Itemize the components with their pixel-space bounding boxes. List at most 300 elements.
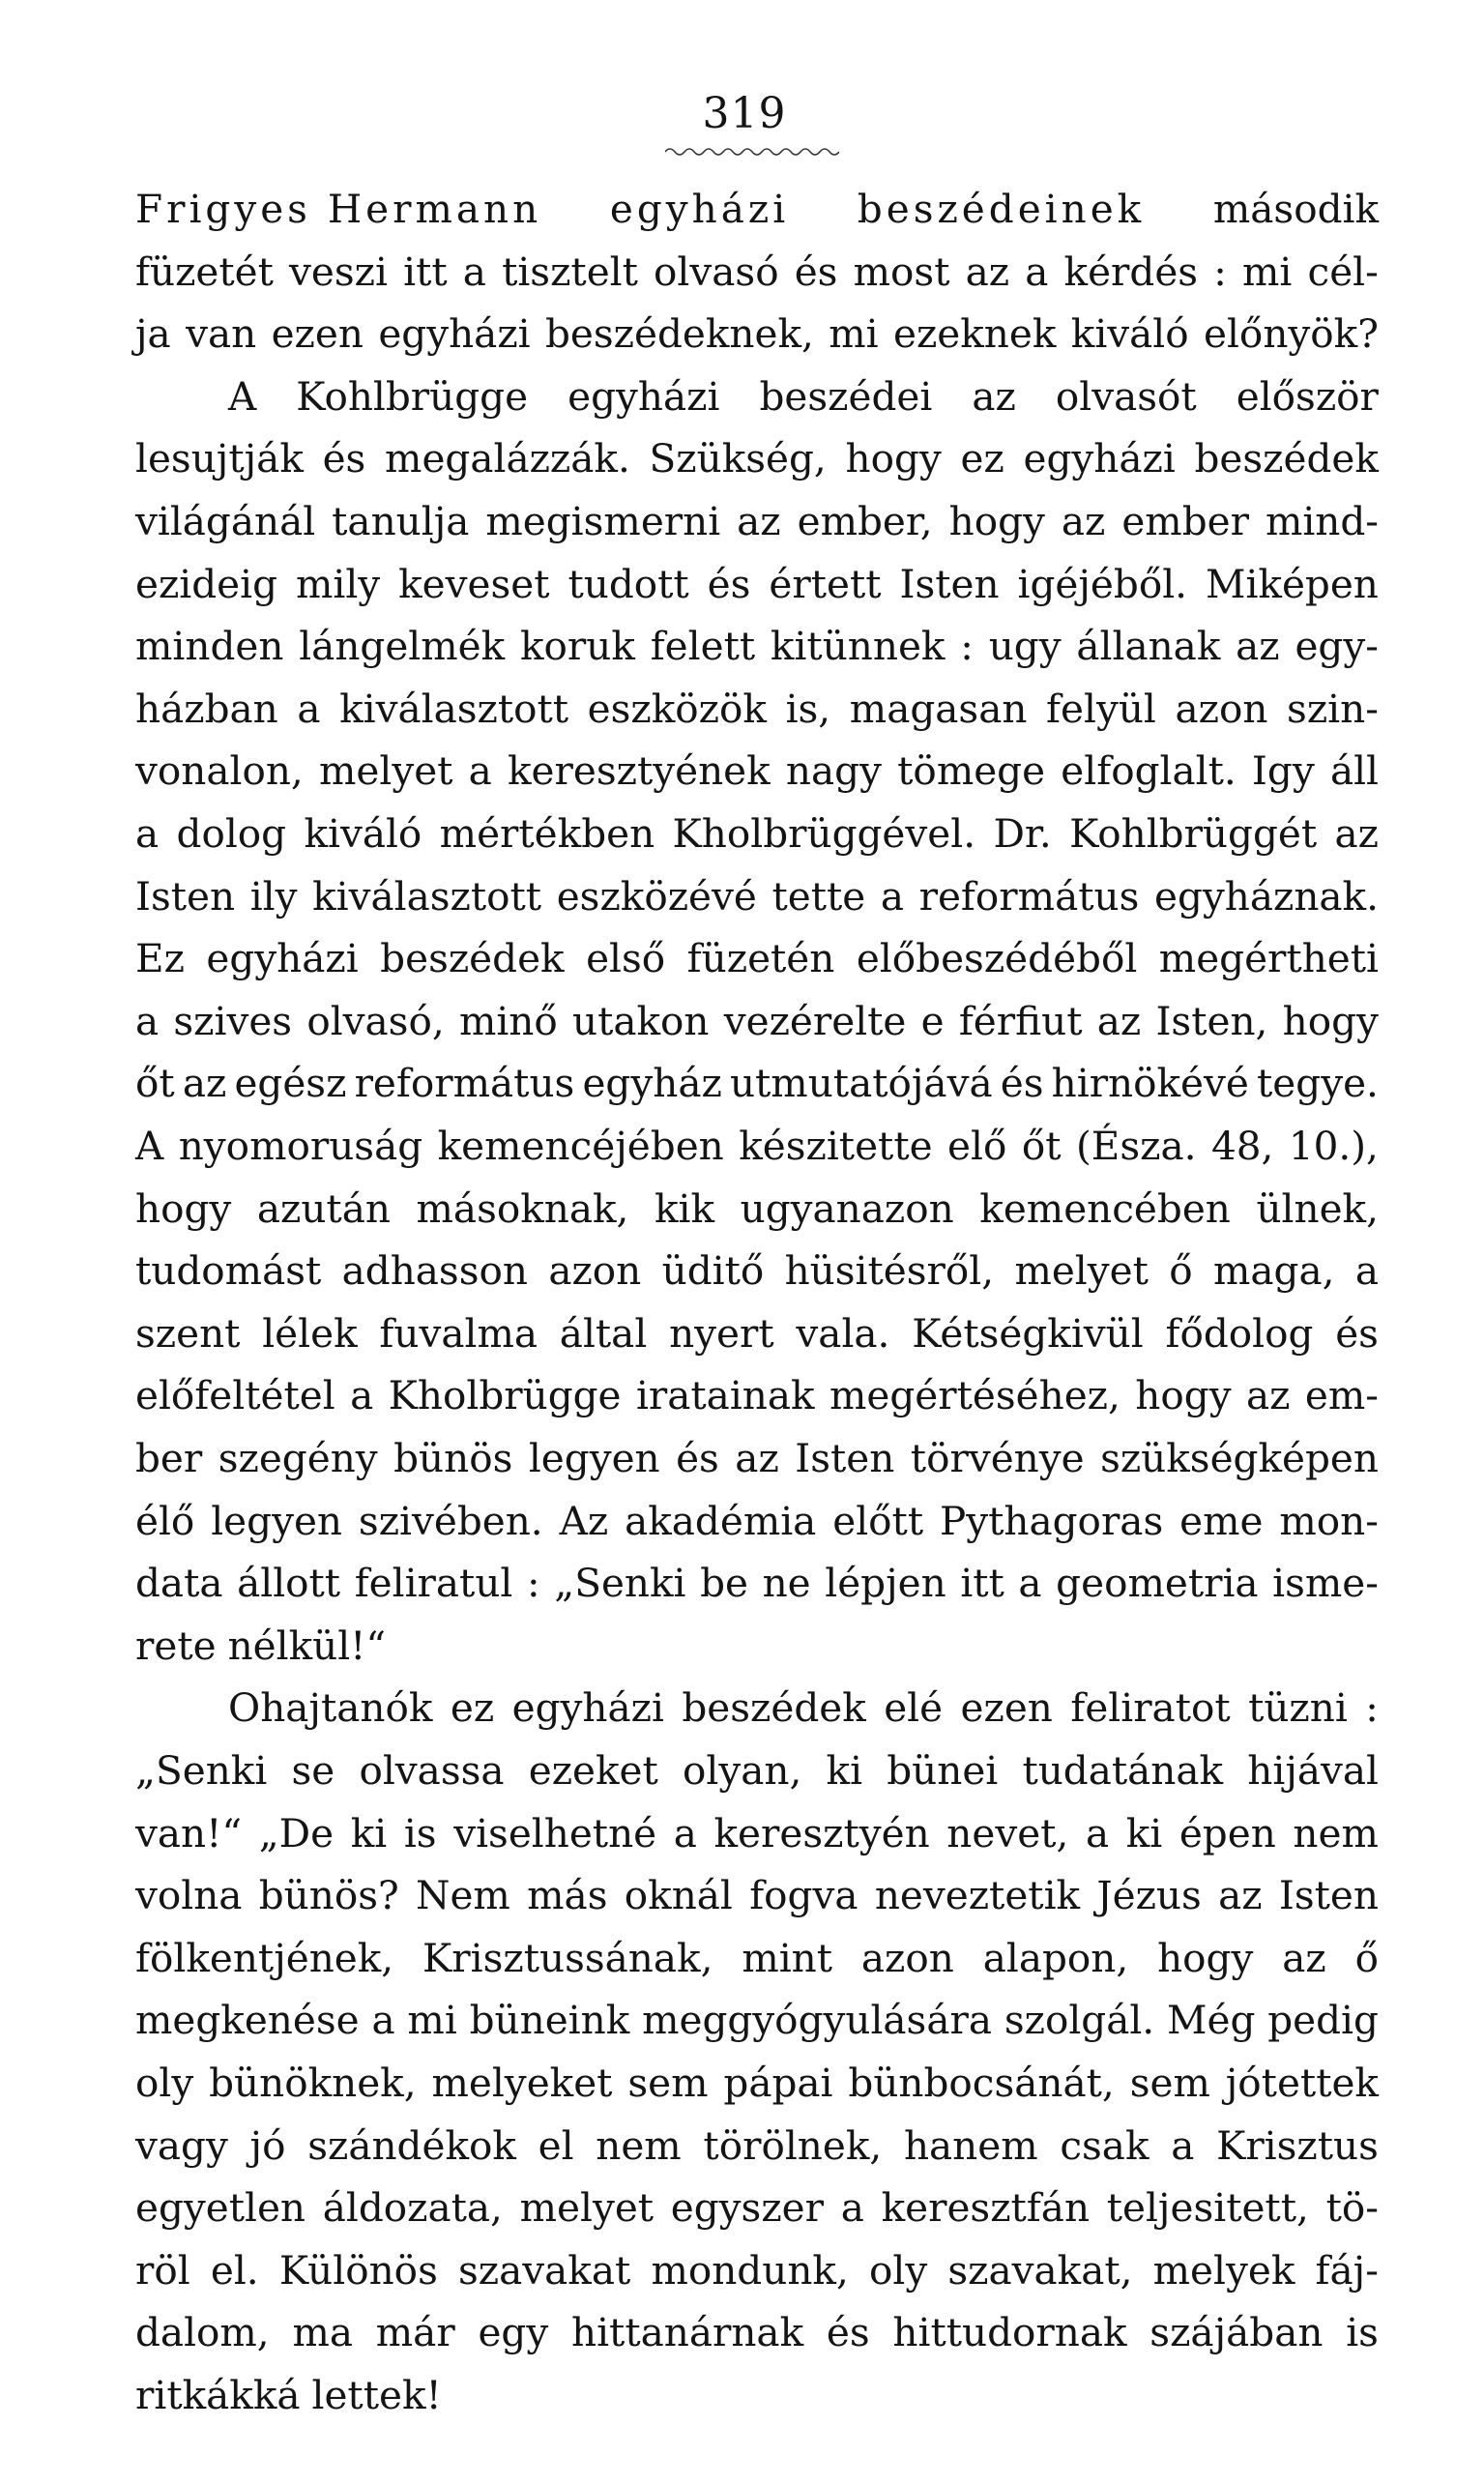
- word: Krisztus: [1216, 2121, 1379, 2169]
- word: eme: [1179, 1497, 1264, 1544]
- word: és: [826, 2309, 870, 2356]
- body-text: [135, 180, 1379, 2452]
- word: vonalon,: [135, 747, 304, 795]
- word: fáj-: [1315, 2246, 1379, 2294]
- word: ja: [135, 310, 171, 358]
- text-line: [135, 492, 1379, 550]
- word: ez: [450, 1684, 495, 1732]
- word: vezérelte: [723, 997, 907, 1044]
- word: áll: [1329, 747, 1379, 795]
- word: Igy: [1251, 747, 1315, 795]
- word: viselhetné: [453, 1809, 657, 1856]
- page-number-wavy-rule: [665, 145, 839, 159]
- word: az: [1246, 1372, 1291, 1419]
- word: hogy: [1135, 1372, 1232, 1419]
- word: minő: [458, 997, 558, 1044]
- word: legyen: [528, 1435, 660, 1481]
- text-line: [135, 929, 1379, 987]
- text-line: [135, 1991, 1379, 2049]
- word: azon: [860, 1934, 954, 1981]
- word: megismerni: [485, 498, 721, 544]
- word: veszi: [289, 248, 388, 295]
- text-line: [135, 1366, 1379, 1424]
- word: iratainak: [635, 1372, 815, 1419]
- word: melyet: [319, 747, 453, 795]
- word: egy: [478, 2309, 549, 2356]
- word: egyházi: [567, 372, 720, 420]
- word: mondunk,: [651, 2246, 849, 2294]
- text-line: [135, 617, 1379, 675]
- word: a: [462, 248, 486, 295]
- word: itt: [403, 248, 448, 295]
- word: melyet: [1014, 1247, 1149, 1295]
- word: férfiut: [958, 997, 1083, 1044]
- text-line: [135, 1866, 1379, 1924]
- word: és: [1000, 1060, 1044, 1107]
- word: református: [354, 1060, 575, 1107]
- word: pedig: [1267, 1997, 1379, 2044]
- word: ezeket: [528, 1747, 658, 1794]
- word: melyeket: [431, 2060, 613, 2106]
- word: Ohajtanók: [228, 1684, 433, 1732]
- word: mi: [1242, 248, 1293, 295]
- word: e: [920, 997, 945, 1044]
- word: nyert: [669, 1309, 774, 1357]
- word: szavakat: [458, 2246, 631, 2294]
- word: tüzni: [1248, 1684, 1348, 1732]
- word: olyan,: [683, 1747, 802, 1794]
- word: tette: [771, 872, 866, 920]
- word: a: [1025, 248, 1049, 295]
- word: :: [1213, 248, 1227, 295]
- word: dolog: [176, 810, 287, 857]
- word: hittudornak: [892, 2309, 1127, 2356]
- word: szegény: [218, 1435, 378, 1481]
- word: nem: [596, 2121, 682, 2169]
- word: lángelmék: [299, 623, 506, 670]
- word: másoknak,: [416, 1184, 629, 1232]
- word: jó: [249, 2121, 286, 2169]
- word: ezen: [960, 1684, 1053, 1732]
- word: hogy: [135, 1184, 232, 1232]
- word: és: [1335, 1309, 1379, 1357]
- word: megértéséhez,: [829, 1372, 1120, 1419]
- word: nem: [1293, 1809, 1379, 1856]
- word: ő: [1169, 1247, 1193, 1295]
- word: megértheti: [1158, 935, 1379, 982]
- text-line: [135, 680, 1379, 738]
- word: és: [707, 560, 751, 607]
- word: egyházi: [609, 186, 790, 232]
- word: ki: [350, 1809, 388, 1856]
- word: bünbocsánát,: [848, 2060, 1115, 2106]
- word: elfoglalt.: [1061, 747, 1237, 795]
- word: a: [297, 685, 321, 732]
- word: világánál: [135, 498, 316, 544]
- word: Isten: [1278, 1872, 1379, 1919]
- word: hijával: [1247, 1747, 1379, 1794]
- word: értett: [769, 560, 882, 607]
- word: szivében.: [358, 1497, 543, 1544]
- word: mi: [407, 1997, 457, 2044]
- word: az: [1282, 1934, 1326, 1981]
- word: fölkentjének,: [135, 1934, 394, 1981]
- word: előtt: [832, 1497, 924, 1544]
- text-line: [228, 1679, 1379, 1737]
- word: nélkül!“: [227, 1622, 387, 1669]
- word: először: [1236, 372, 1379, 420]
- word: oly: [135, 2060, 194, 2106]
- word: szavakat,: [947, 2246, 1133, 2294]
- word: élő: [135, 1497, 195, 1544]
- word: be: [700, 1560, 748, 1607]
- word: keresztyén: [713, 1809, 930, 1856]
- word: dalom,: [135, 2309, 270, 2356]
- text-line: [135, 1554, 1379, 1612]
- word: a: [468, 747, 492, 795]
- text-line: [135, 867, 1379, 925]
- word: Isten,: [1155, 997, 1268, 1044]
- word: állanak: [1076, 623, 1221, 670]
- word: is: [403, 1809, 437, 1856]
- word: pápai: [723, 2060, 833, 2106]
- word: van!“: [135, 1809, 243, 1856]
- word: Kholbrügge: [388, 1372, 622, 1419]
- word: beszédei: [759, 372, 933, 420]
- word: az: [965, 248, 1010, 295]
- word: elő: [947, 1123, 1007, 1169]
- word: alapon,: [982, 1934, 1129, 1981]
- word: Különös: [278, 2246, 438, 2294]
- word: keresztyének: [508, 747, 771, 795]
- word: egyházi: [378, 310, 531, 358]
- word: kiválasztott: [339, 685, 569, 732]
- word: tanulja: [332, 498, 470, 544]
- word: hanem: [903, 2121, 1038, 2169]
- word: tisztelt: [502, 248, 638, 295]
- word: ily: [249, 872, 298, 920]
- word: maga,: [1212, 1247, 1335, 1295]
- word: vagy: [135, 2121, 228, 2169]
- word: ember: [1121, 498, 1249, 544]
- word: első: [586, 935, 666, 982]
- word: itt: [960, 1560, 1004, 1607]
- text-line: [135, 180, 1379, 238]
- word: röl: [135, 2246, 190, 2294]
- word: feliratot: [1070, 1684, 1231, 1732]
- text-line: [135, 429, 1379, 487]
- word: hittanárnak: [571, 2309, 804, 2356]
- text-line: [135, 992, 1379, 1050]
- word: ki: [1125, 1809, 1163, 1856]
- word: megalázzák.: [385, 435, 630, 482]
- word: egyetlen: [135, 2184, 306, 2232]
- word: beszédeknek,: [544, 310, 814, 358]
- word: mon-: [1279, 1497, 1379, 1544]
- word: el: [538, 2121, 574, 2169]
- word: adhasson: [341, 1247, 528, 1295]
- word: az: [737, 498, 781, 544]
- word: a: [1085, 1809, 1110, 1856]
- word: feliratul: [354, 1560, 513, 1607]
- word: ne: [762, 1560, 811, 1607]
- text-line: [135, 2241, 1379, 2299]
- word: olvasó: [654, 248, 779, 295]
- word: Miképen: [1205, 560, 1379, 607]
- word: törölnek,: [703, 2121, 883, 2169]
- word: el.: [210, 2246, 259, 2294]
- word: lépjen: [825, 1560, 946, 1607]
- word: Még: [1167, 1997, 1256, 2044]
- word: ezeknek: [892, 310, 1057, 358]
- word: egyházi: [1023, 435, 1176, 482]
- word: Nem: [416, 1872, 510, 1919]
- text-line: [135, 1304, 1379, 1362]
- text-line: [135, 2117, 1379, 2175]
- word: ezen: [271, 310, 364, 358]
- word: elé: [884, 1684, 944, 1732]
- word: a: [880, 872, 904, 920]
- word: ember,: [797, 498, 933, 544]
- word: nyomoruság: [178, 1123, 423, 1169]
- word: hogy: [1282, 997, 1379, 1044]
- word: egyszer: [670, 2184, 825, 2232]
- word: megkenése: [135, 1997, 360, 2044]
- word: más: [527, 1872, 608, 1919]
- word: szent: [135, 1309, 241, 1357]
- word: által: [559, 1309, 648, 1357]
- text-line: [135, 555, 1379, 613]
- word: is: [1346, 2309, 1379, 2356]
- word: tömege: [897, 747, 1046, 795]
- word: lélek: [262, 1309, 358, 1357]
- text-line: [135, 1804, 1379, 1862]
- word: olvasó,: [306, 997, 445, 1044]
- word: kiváló: [304, 810, 422, 857]
- word: teljesitett,: [1106, 2184, 1309, 2232]
- word: épen: [1178, 1809, 1276, 1856]
- word: az: [1236, 623, 1280, 670]
- word: geometria: [1056, 1560, 1259, 1607]
- word: isme-: [1272, 1560, 1379, 1607]
- word: bünei: [887, 1747, 999, 1794]
- word: „Senki: [554, 1560, 686, 1607]
- word: kemencében: [979, 1184, 1231, 1232]
- word: előbeszédéből: [856, 935, 1138, 982]
- text-line: [135, 2054, 1379, 2112]
- word: felett: [650, 623, 756, 670]
- word: meggyógyulására: [642, 1997, 992, 2044]
- word: beszédek: [682, 1684, 866, 1732]
- word: csak: [1060, 2121, 1149, 2169]
- word: második: [1212, 186, 1379, 232]
- word: rete: [135, 1622, 217, 1669]
- text-line: [228, 367, 1379, 425]
- word: :: [1365, 1684, 1379, 1732]
- word: egyházi: [511, 1684, 664, 1732]
- word: a: [135, 997, 160, 1044]
- word: akadémia: [625, 1497, 817, 1544]
- word: előnyök?: [1204, 310, 1379, 358]
- word: lettek!: [311, 2372, 442, 2418]
- word: kemencéjében: [437, 1123, 724, 1169]
- word: Jézus: [1096, 1872, 1202, 1919]
- word: neveztetik: [874, 1872, 1081, 1919]
- word: Szükség,: [649, 435, 827, 482]
- word: legyen: [211, 1497, 342, 1544]
- word: és: [676, 1435, 719, 1481]
- word: és: [322, 435, 366, 482]
- word: ülnek,: [1256, 1184, 1379, 1232]
- word: a: [1171, 2121, 1195, 2169]
- word: az: [972, 372, 1016, 420]
- word: őt: [135, 1060, 175, 1107]
- word: ritkákká: [135, 2372, 301, 2418]
- word: mi: [829, 310, 879, 358]
- word: felyül: [1046, 685, 1156, 732]
- word: 48,: [1210, 1123, 1274, 1169]
- word: tö-: [1325, 2184, 1379, 2232]
- text-line: [135, 742, 1379, 800]
- word: tudott: [567, 560, 689, 607]
- word: se: [291, 1747, 335, 1794]
- word: református: [918, 872, 1140, 920]
- word: szin-: [1287, 685, 1379, 732]
- word: szolgál.: [1004, 1997, 1155, 2044]
- word: az: [182, 1060, 227, 1107]
- word: kiváló: [1070, 310, 1189, 358]
- word: minden: [135, 623, 284, 670]
- word: cél-: [1307, 248, 1379, 295]
- word: data: [135, 1560, 223, 1607]
- word: mértékben: [439, 810, 655, 857]
- word: (Észa.: [1075, 1123, 1197, 1169]
- word: a: [840, 2184, 864, 2232]
- word: :: [526, 1560, 540, 1607]
- word: hogy: [845, 435, 942, 482]
- word: azon: [548, 1247, 642, 1295]
- word: fődolog: [1165, 1309, 1314, 1357]
- word: igéjéből.: [1017, 560, 1188, 607]
- word: Kohlbrüggét: [1069, 810, 1318, 857]
- word: a: [350, 1372, 374, 1419]
- word: koruk: [519, 623, 635, 670]
- word: ma: [292, 2309, 354, 2356]
- word: Krisztussának,: [422, 1934, 713, 1981]
- word: az: [1218, 1872, 1263, 1919]
- word: szándékok: [307, 2121, 516, 2169]
- word: az: [735, 1435, 779, 1481]
- word: tudatának: [1022, 1747, 1224, 1794]
- word: melyet: [519, 2184, 655, 2232]
- word: ugy: [988, 623, 1062, 670]
- word: utakon: [571, 997, 710, 1044]
- word: beszédeinek: [857, 186, 1146, 232]
- word: em-: [1304, 1372, 1379, 1419]
- word: beszédek: [380, 935, 565, 982]
- text-line: [135, 1054, 1379, 1112]
- word: mind-: [1265, 498, 1379, 544]
- word: egyház: [582, 1060, 722, 1107]
- word: a: [1354, 1247, 1379, 1295]
- word: Az: [559, 1497, 609, 1544]
- word: magasan: [849, 685, 1028, 732]
- word: szives: [173, 997, 293, 1044]
- text-line: [135, 305, 1379, 363]
- word: áldozata,: [322, 2184, 503, 2232]
- word: vala.: [796, 1309, 890, 1357]
- word: bünöknek,: [209, 2060, 417, 2106]
- text-line: [135, 1117, 1379, 1175]
- text-line: [135, 1242, 1379, 1300]
- word: eszközök: [587, 685, 767, 732]
- word: bünös?: [258, 1872, 399, 1919]
- word: azután: [256, 1184, 391, 1232]
- word: kérdés: [1063, 248, 1199, 295]
- word: az: [1334, 810, 1379, 857]
- word: azon: [1175, 685, 1268, 732]
- word: ezideig: [135, 560, 278, 607]
- word: „Senki: [135, 1747, 268, 1794]
- word: szájában: [1149, 2309, 1324, 2356]
- word: az: [1096, 997, 1142, 1044]
- word: melyek: [1152, 2246, 1295, 2294]
- word: állott: [237, 1560, 341, 1607]
- word: büneink: [469, 1997, 630, 2044]
- text-line: [135, 1929, 1379, 1987]
- word: Pythagoras: [940, 1497, 1164, 1544]
- word: beszédek: [1194, 435, 1379, 482]
- word: mily: [295, 560, 381, 607]
- word: ez: [960, 435, 1004, 482]
- word: a: [673, 1809, 697, 1856]
- word: jótettek: [1225, 2060, 1379, 2106]
- word: mint: [742, 1934, 833, 1981]
- word: kitünnek: [770, 623, 946, 670]
- word: szükségképen: [1100, 1435, 1379, 1481]
- word: fuvalma: [379, 1309, 538, 1357]
- word: Isten: [795, 1435, 895, 1481]
- text-line: [135, 243, 1379, 301]
- text-line: [135, 1617, 386, 1675]
- word: 10.),: [1288, 1123, 1379, 1169]
- word: a: [1018, 1560, 1042, 1607]
- word: keveset: [398, 560, 550, 607]
- text-line: [135, 804, 1379, 862]
- word: olvasót: [1055, 372, 1197, 420]
- word: ber: [135, 1435, 203, 1481]
- word: fogva: [749, 1872, 858, 1919]
- word: házban: [135, 685, 278, 732]
- word: „De: [258, 1809, 335, 1856]
- text-line: [135, 1180, 1379, 1238]
- word: készitette: [739, 1123, 933, 1169]
- word: :: [960, 623, 974, 670]
- word: hogy: [1157, 1934, 1254, 1981]
- word: oly: [868, 2246, 928, 2294]
- word: A: [135, 1123, 164, 1169]
- word: tegye.: [1257, 1060, 1379, 1107]
- word: füzetét: [135, 248, 274, 295]
- word: sem: [627, 2060, 709, 2106]
- word: utmutatójává: [729, 1060, 993, 1107]
- word: kiválasztott: [312, 872, 542, 920]
- word: most: [853, 248, 950, 295]
- word: törvénye: [910, 1435, 1085, 1481]
- word: kik: [655, 1184, 715, 1232]
- word: Kétségkivül: [912, 1309, 1144, 1357]
- word: már: [375, 2309, 455, 2356]
